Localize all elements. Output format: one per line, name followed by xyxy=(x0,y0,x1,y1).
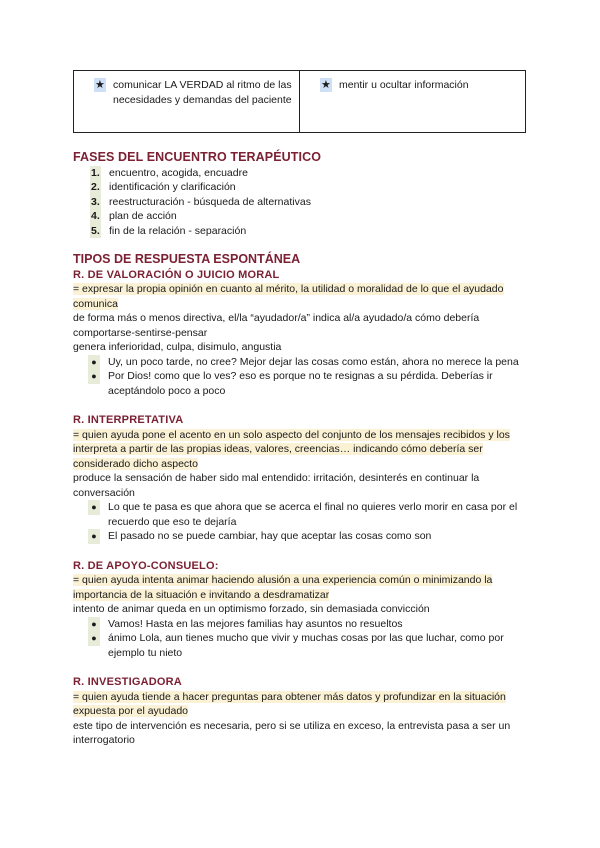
list-number: 3. xyxy=(91,195,100,208)
list-item xyxy=(73,224,526,239)
bullet-icon: ● xyxy=(88,617,100,632)
list-item-text: reestructuración - búsqueda de alternativas xyxy=(109,195,311,208)
list-number: 4. xyxy=(91,210,100,222)
list-item xyxy=(73,355,526,370)
list-item-text: Por Dios! como que lo ves? eso es porque no te resignas a su pérdida. Deberías ir aceptándolo poco a poco xyxy=(108,370,493,397)
list-item xyxy=(73,195,526,210)
list-item xyxy=(73,631,526,660)
tipos-section xyxy=(73,252,526,748)
examples-list xyxy=(73,355,526,399)
highlighted-definition: = expresar la propia opinión en cuanto al mérito, la utilidad o moralidad de lo que el ayudado comunica xyxy=(73,283,504,310)
paragraph: genera inferioridad, culpa, disimulo, angustia xyxy=(73,341,282,353)
subsection-heading: R. INTERPRETATIVA xyxy=(73,414,184,426)
subsection-heading: R. DE APOYO-CONSUELO: xyxy=(73,559,219,572)
star-icon: ★ xyxy=(95,79,105,91)
list-item xyxy=(73,180,526,195)
paragraph: intento de animar queda en un optimismo forzado, sin demasiada convicción xyxy=(73,603,430,615)
bullet-icon: ● xyxy=(88,369,100,384)
paragraph: de forma más o menos directiva, el/la “ayudador/a” indica al/a ayudado/a cómo debería comportarse-sentirse-pensar xyxy=(73,312,480,339)
bullet-icon: ● xyxy=(88,500,100,515)
definition-text xyxy=(73,282,526,311)
list-item-text: Vamos! Hasta en las mejores familias hay asuntos no resueltos xyxy=(108,617,403,630)
list-item-text: ánimo Lola, aun tienes mucho que vivir y muchas cosas por las que luchar, como por ejemplo tu nieto xyxy=(108,632,504,659)
table-cell-text: comunicar LA VERDAD al ritmo de las necesidades y demandas del paciente xyxy=(113,79,292,106)
fases-list xyxy=(73,166,526,239)
list-number: 1. xyxy=(91,166,100,179)
star-icon: ★ xyxy=(321,79,331,91)
list-number: 2. xyxy=(91,181,100,193)
comparison-table xyxy=(73,70,526,133)
list-item-text: plan de acción xyxy=(109,210,177,222)
bullet-icon: ● xyxy=(88,631,100,646)
examples-list xyxy=(73,500,526,544)
definition-text xyxy=(73,428,526,472)
section-heading: FASES DEL ENCUENTRO TERAPÉUTICO xyxy=(73,150,322,164)
list-item-text: El pasado no se puede cambiar, hay que aceptar las cosas como son xyxy=(108,530,432,542)
paragraph: produce la sensación de haber sido mal entendido: irritación, desinterés en continuar la conversación xyxy=(73,472,480,499)
highlighted-definition: = quien ayuda pone el acento en un solo aspecto del conjunto de los mensajes recibidos y los interpreta a partir de las propias ideas, valores, creencias… indicando cómo debería ser considerado dicho aspecto xyxy=(73,428,510,470)
table-cell-text: mentir u ocultar información xyxy=(339,79,469,91)
list-item-text: Lo que te pasa es que ahora que se acerca el final no quieres verlo morir en casa por el recuerdo que eso te dejaría xyxy=(108,501,518,528)
list-item xyxy=(73,617,526,632)
table-cell-right xyxy=(299,71,525,132)
subsection-heading: R. INVESTIGADORA xyxy=(73,676,182,688)
list-item xyxy=(73,209,526,224)
highlighted-definition: = quien ayuda tiende a hacer preguntas para obtener más datos y profundizar en la situación expuesta por el ayudado xyxy=(73,690,506,717)
subsection-heading: R. DE VALORACIÓN O JUICIO MORAL xyxy=(73,268,280,281)
table-cell-left xyxy=(74,71,299,132)
paragraph: este tipo de intervención es necesaria, pero si se utiliza en exceso, la entrevista pasa a ser un interrogatorio xyxy=(73,719,511,746)
list-item-text: fin de la relación - separación xyxy=(109,224,247,237)
list-item xyxy=(73,500,526,529)
definition-text xyxy=(73,573,526,602)
list-item-text: encuentro, acogida, encuadre xyxy=(109,166,248,179)
section-heading: TIPOS DE RESPUESTA ESPONTÁNEA xyxy=(73,252,301,266)
definition-text xyxy=(73,690,526,719)
bullet-icon: ● xyxy=(88,529,100,544)
highlighted-definition: = quien ayuda intenta animar haciendo alusión a una experiencia común o minimizando la importancia de la situación e invitando a desdramatizar xyxy=(73,574,493,601)
list-item xyxy=(73,369,526,398)
list-item xyxy=(73,166,526,181)
bullet-icon: ● xyxy=(88,355,100,370)
fases-section xyxy=(73,150,526,238)
list-item-text: identificación y clarificación xyxy=(109,181,236,193)
list-item xyxy=(73,529,526,544)
examples-list xyxy=(73,617,526,661)
list-number: 5. xyxy=(91,224,100,237)
list-item-text: Uy, un poco tarde, no cree? Mejor dejar las cosas como están, ahora no merece la pena xyxy=(108,355,519,368)
